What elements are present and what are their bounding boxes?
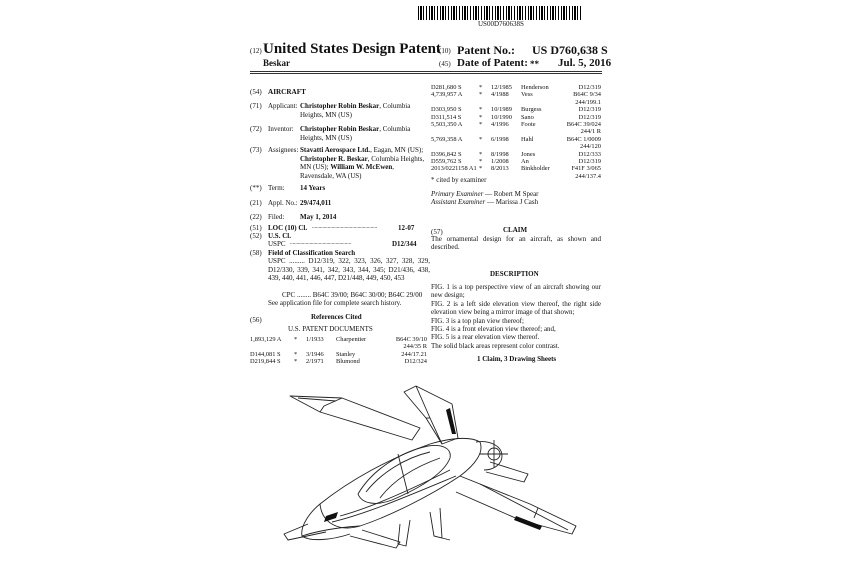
reference-class-continued: 244/137.4 bbox=[575, 172, 601, 180]
assignee-3-location: , Ravensdale, WA (US) bbox=[300, 163, 394, 180]
uspc-dots: ............................................... bbox=[290, 240, 352, 246]
code-term: (**) bbox=[250, 184, 262, 192]
claims-sheets-footer: 1 Claim, 3 Drawing Sheets bbox=[477, 355, 557, 363]
reference-class: D12/319 bbox=[578, 106, 601, 114]
reference-number: 1,893,129 A bbox=[250, 336, 282, 343]
assignees-label: Assignees: bbox=[268, 146, 299, 154]
code-51: (51) bbox=[250, 224, 262, 232]
cited-by-examiner: * cited by examiner bbox=[431, 176, 487, 184]
primary-examiner-label: Primary Examiner bbox=[431, 190, 484, 198]
barcode-text: US00D760638S bbox=[478, 20, 524, 28]
reference-star: * bbox=[479, 106, 483, 114]
reference-date: 12/1985 bbox=[491, 84, 512, 91]
assignees-value bbox=[300, 146, 428, 180]
assignee-1-location: , Eagan, MN (US); bbox=[370, 146, 424, 154]
uspc-value: D12/344 bbox=[392, 240, 417, 248]
reference-date: 10/1989 bbox=[491, 106, 512, 114]
reference-name: Burgess bbox=[521, 106, 542, 114]
uspc-label: USPC bbox=[268, 240, 286, 248]
reference-class: B64C 39/024 bbox=[566, 121, 601, 128]
reference-number: D559,762 S bbox=[431, 158, 462, 165]
reference-class: D12/319 bbox=[578, 158, 601, 165]
reference-number: D311,514 S bbox=[431, 113, 462, 121]
description-line: FIG. 2 is a left side elevation view thereof, the right side elevation view being a mirror image of that shown; bbox=[431, 299, 601, 317]
assistant-examiner-name: — Marissa J Cash bbox=[487, 198, 539, 206]
code-45: (45) bbox=[439, 60, 451, 68]
code-58: (58) bbox=[250, 249, 262, 257]
date-of-patent-label: Date of Patent: bbox=[457, 57, 528, 69]
reference-star: * bbox=[294, 336, 298, 343]
description-line: FIG. 4 is a front elevation view thereof; and, bbox=[431, 325, 556, 334]
reference-class: 244/17.21 bbox=[401, 350, 427, 358]
patent-number: US D760,638 S bbox=[532, 43, 608, 57]
reference-star: * bbox=[294, 350, 298, 358]
code-56: (56) bbox=[250, 316, 262, 324]
aircraft-drawing bbox=[280, 384, 580, 560]
field-search-cpc: CPC ........ B64C 39/00; B64C 30/00; B64C 29/00 bbox=[282, 291, 423, 299]
reference-name: Jones bbox=[521, 150, 536, 158]
assignee-2: Christopher R. Beskar bbox=[300, 154, 368, 163]
loc-label: LOC (10) Cl. bbox=[268, 224, 308, 232]
filed-value: May 1, 2014 bbox=[300, 213, 337, 221]
field-search-label: Field of Classification Search bbox=[268, 249, 356, 257]
applicant-location: , Columbia Heights, MN (US) bbox=[300, 102, 411, 119]
term-label: Term: bbox=[268, 184, 285, 192]
reference-name: Charpentier bbox=[336, 336, 367, 343]
code-71: (71) bbox=[250, 102, 262, 110]
reference-class: B64C 9/34 bbox=[573, 91, 601, 99]
primary-examiner bbox=[431, 190, 539, 198]
claim-text: The ornamental design for an aircraft, as shown and described. bbox=[431, 235, 601, 252]
reference-number: D303,950 S bbox=[431, 106, 462, 114]
applicant-label: Applicant: bbox=[268, 102, 298, 110]
inventor-value bbox=[300, 125, 428, 142]
us-patent-documents-title: U.S. PATENT DOCUMENTS bbox=[288, 325, 373, 333]
code-73: (73) bbox=[250, 146, 262, 154]
title-aircraft: AIRCRAFT bbox=[268, 88, 306, 96]
reference-number: 4,739,957 A bbox=[431, 91, 463, 99]
code-10: (10) bbox=[439, 47, 451, 55]
header-rule-2 bbox=[250, 73, 602, 74]
reference-star: * bbox=[479, 121, 483, 128]
reference-number: 5,769,358 A bbox=[431, 135, 463, 143]
reference-date: 2/1971 bbox=[306, 358, 324, 366]
field-search-note: See application file for complete search history. bbox=[268, 299, 402, 307]
reference-date: 6/1998 bbox=[491, 135, 509, 143]
reference-star: * bbox=[479, 84, 483, 91]
field-search-uspc: USPC ......... D12/319, 322, 323, 326, 327, 328, 329, D12/330, 339, 341, 342, 343, 344, 345; D21/436, 438, 439, 440, 441, 446, 447, D21/448, 449, 450, 453 bbox=[268, 257, 430, 283]
reference-number: 5,503,350 A bbox=[431, 121, 463, 128]
assignee-1: Stavatti Aerospace Ltd. bbox=[300, 146, 371, 154]
assignee-3: William W. McEwen bbox=[330, 163, 393, 172]
reference-date: 1/1933 bbox=[306, 336, 324, 343]
applicant-value bbox=[300, 102, 428, 119]
inventor-name: Christopher Robin Beskar bbox=[300, 125, 380, 133]
assistant-examiner bbox=[431, 198, 538, 206]
description-line: The solid black areas represent color contrast. bbox=[431, 341, 560, 350]
reference-name: Binkholder bbox=[521, 165, 550, 173]
reference-name: Vess bbox=[521, 91, 533, 99]
reference-date: 8/2013 bbox=[491, 165, 509, 173]
reference-name: Sano bbox=[521, 113, 534, 121]
code-12: (12) bbox=[250, 47, 262, 55]
appl-no-label: Appl. No.: bbox=[268, 199, 298, 207]
reference-class: D12/319 bbox=[578, 84, 601, 91]
reference-date: 4/1988 bbox=[491, 91, 509, 99]
term-value: 14 Years bbox=[300, 184, 326, 192]
loc-dots: .................................................. bbox=[312, 224, 378, 230]
description-line: FIG. 3 is a top plan view thereof; bbox=[431, 316, 524, 325]
loc-value: 12-07 bbox=[398, 224, 415, 232]
reference-class: D12/333 bbox=[578, 150, 601, 158]
reference-star: * bbox=[479, 165, 483, 173]
reference-class-continued: 244/1 R bbox=[580, 128, 601, 136]
reference-star: * bbox=[294, 358, 298, 366]
description-title: DESCRIPTION bbox=[490, 270, 539, 278]
reference-star: * bbox=[479, 113, 483, 121]
references-cited-title: References Cited bbox=[311, 313, 362, 321]
reference-number: D219,844 S bbox=[250, 358, 281, 366]
inventor-label: Inventor: bbox=[268, 125, 294, 133]
assignee-2-location: , Columbia Heights, MN (US); bbox=[300, 154, 425, 172]
reference-class: D12/319 bbox=[578, 113, 601, 121]
reference-name: Hahl bbox=[521, 135, 534, 143]
code-57: (57) bbox=[431, 228, 443, 236]
reference-class-continued: 244/35 R bbox=[403, 343, 427, 351]
reference-class: D12/324 bbox=[404, 358, 427, 366]
reference-date: 10/1990 bbox=[491, 113, 512, 121]
reference-number: D396,842 S bbox=[431, 150, 462, 158]
code-72: (72) bbox=[250, 125, 262, 133]
reference-star: * bbox=[479, 158, 483, 165]
reference-number: D281,680 S bbox=[431, 84, 462, 91]
patent-title: United States Design Patent bbox=[263, 41, 441, 57]
primary-examiner-name: — Robert M Spear bbox=[485, 190, 539, 198]
barcode bbox=[418, 6, 582, 20]
reference-class: B64C 1/0009 bbox=[566, 135, 601, 143]
patent-no-label: Patent No.: bbox=[457, 43, 515, 57]
reference-date: 4/1996 bbox=[491, 121, 509, 128]
reference-name: Stanley bbox=[336, 350, 356, 358]
reference-star: * bbox=[479, 150, 483, 158]
reference-date: 8/1998 bbox=[491, 150, 509, 158]
date-of-patent: Jul. 5, 2016 bbox=[558, 57, 612, 69]
date-stars: ** bbox=[530, 59, 539, 69]
us-cl-label: U.S. Cl. bbox=[268, 232, 291, 240]
reference-class: F41F 3/065 bbox=[571, 165, 601, 173]
claim-title: CLAIM bbox=[503, 226, 528, 234]
reference-class: B64C 39/10 bbox=[395, 336, 427, 343]
reference-name: An bbox=[521, 158, 529, 165]
description-line: FIG. 5 is a rear elevation view thereof. bbox=[431, 333, 540, 342]
reference-star: * bbox=[479, 91, 483, 99]
code-21: (21) bbox=[250, 199, 262, 207]
reference-name: Foote bbox=[521, 121, 536, 128]
reference-star: * bbox=[479, 135, 483, 143]
reference-class-continued: 244/199.1 bbox=[575, 98, 601, 106]
reference-date: 3/1946 bbox=[306, 350, 324, 358]
reference-date: 1/2008 bbox=[491, 158, 509, 165]
reference-number: 2013/0221158 A1 bbox=[431, 165, 477, 173]
reference-number: D144,081 S bbox=[250, 350, 281, 358]
assistant-examiner-label: Assistant Examiner bbox=[431, 198, 486, 206]
code-52: (52) bbox=[250, 232, 262, 240]
reference-name: Henderson bbox=[521, 84, 549, 91]
filed-label: Filed: bbox=[268, 213, 285, 221]
description-line: FIG. 1 is a top perspective view of an aircraft showing our new design; bbox=[431, 283, 601, 300]
applicant-name: Christopher Robin Beskar bbox=[300, 102, 380, 110]
appl-no-value: 29/474,011 bbox=[300, 199, 332, 207]
reference-name: Blumond bbox=[336, 358, 360, 366]
description-body bbox=[431, 283, 601, 350]
code-22: (22) bbox=[250, 213, 262, 221]
reference-class-continued: 244/120 bbox=[580, 143, 601, 151]
inventor-location: , Columbia Heights, MN (US) bbox=[300, 125, 411, 142]
inventor-surname: Beskar bbox=[263, 58, 290, 68]
code-54: (54) bbox=[250, 88, 262, 96]
